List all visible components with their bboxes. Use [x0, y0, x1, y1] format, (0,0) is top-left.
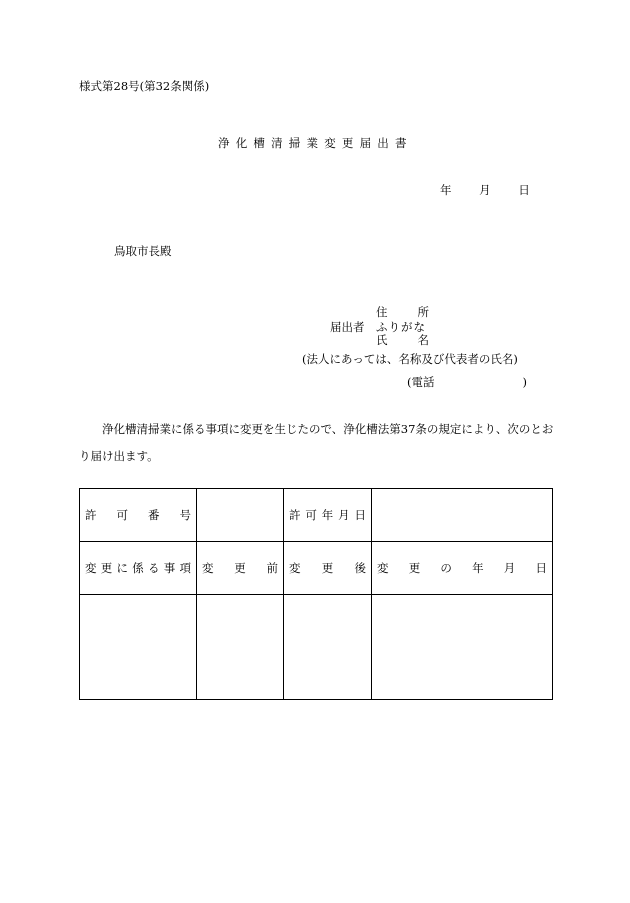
cell-char: 後: [354, 561, 366, 575]
table-row: [80, 542, 553, 595]
addressee: 鳥取市長殿: [114, 244, 172, 258]
cell-char: 号: [179, 508, 191, 522]
cell-char: る: [148, 561, 160, 575]
cell-char: 変: [289, 561, 301, 575]
change-date-input-cell[interactable]: [372, 595, 553, 700]
cell-char: 更: [100, 561, 113, 575]
permit-date-label-cell: [284, 489, 372, 542]
notification-body-text: 浄化槽清掃業に係る事項に変更を生じたので、浄化槽法第37条の規定により、次のとおり届け出ます。: [79, 422, 554, 463]
cell-char: 項: [179, 561, 191, 575]
cell-char: 可: [116, 508, 128, 522]
change-date-label-cell: [372, 542, 553, 595]
cell-char: 事: [163, 561, 176, 575]
permit-date-input-cell[interactable]: [372, 489, 553, 542]
change-item-label-cell: [80, 542, 197, 595]
cell-char: 日: [354, 508, 366, 522]
change-details-table: [79, 488, 553, 700]
corporation-note: (法人にあっては、名称及び代表者の氏名): [302, 352, 518, 366]
after-change-input-cell[interactable]: [284, 595, 372, 700]
date-day-label: 日: [518, 183, 530, 197]
cell-char: 日: [535, 561, 547, 575]
address-label-char: 住: [376, 305, 388, 319]
cell-char: に: [116, 561, 128, 575]
change-item-input-cell[interactable]: [80, 595, 197, 700]
permit-number-input-cell[interactable]: [197, 489, 284, 542]
cell-char: 前: [266, 561, 278, 575]
date-year-label: 年: [440, 183, 452, 197]
cell-char: 変: [377, 561, 389, 575]
cell-char: 更: [234, 561, 246, 575]
name-label-char: 名: [417, 333, 429, 347]
cell-char: 年: [472, 561, 484, 575]
telephone-label: (電話: [407, 375, 435, 389]
before-change-label-cell: [197, 542, 284, 595]
cell-char: 変: [85, 561, 97, 575]
cell-char: 月: [503, 561, 516, 575]
cell-char: 更: [408, 561, 421, 575]
form-number: 様式第28号(第32条関係): [79, 79, 210, 93]
name-label: [376, 335, 429, 347]
cell-char: の: [440, 561, 452, 575]
cell-char: 番: [148, 508, 160, 522]
address-label-char: 所: [417, 305, 429, 319]
date-month-label: 月: [479, 183, 491, 197]
cell-char: 可: [305, 508, 317, 522]
permit-number-label-cell: [80, 489, 197, 542]
telephone-line: [407, 377, 527, 389]
table-row: [80, 595, 553, 700]
furigana-label: ふりがな: [376, 320, 426, 334]
before-change-input-cell[interactable]: [197, 595, 284, 700]
cell-char: 許: [289, 508, 301, 522]
after-change-label-cell: [284, 542, 372, 595]
applicant-label: 届出者: [330, 320, 365, 334]
name-label-char: 氏: [376, 333, 388, 347]
cell-char: 月: [338, 508, 350, 522]
cell-char: 変: [202, 561, 214, 575]
cell-char: 許: [85, 508, 97, 522]
table-row: [80, 489, 553, 542]
telephone-close-paren: ): [522, 375, 527, 389]
address-label: [376, 307, 429, 319]
date-line: [440, 185, 530, 197]
document-title: 浄化槽清掃業変更届出書: [218, 136, 413, 150]
cell-char: 年: [321, 508, 334, 522]
cell-char: 係: [132, 561, 144, 575]
cell-char: 更: [321, 561, 334, 575]
